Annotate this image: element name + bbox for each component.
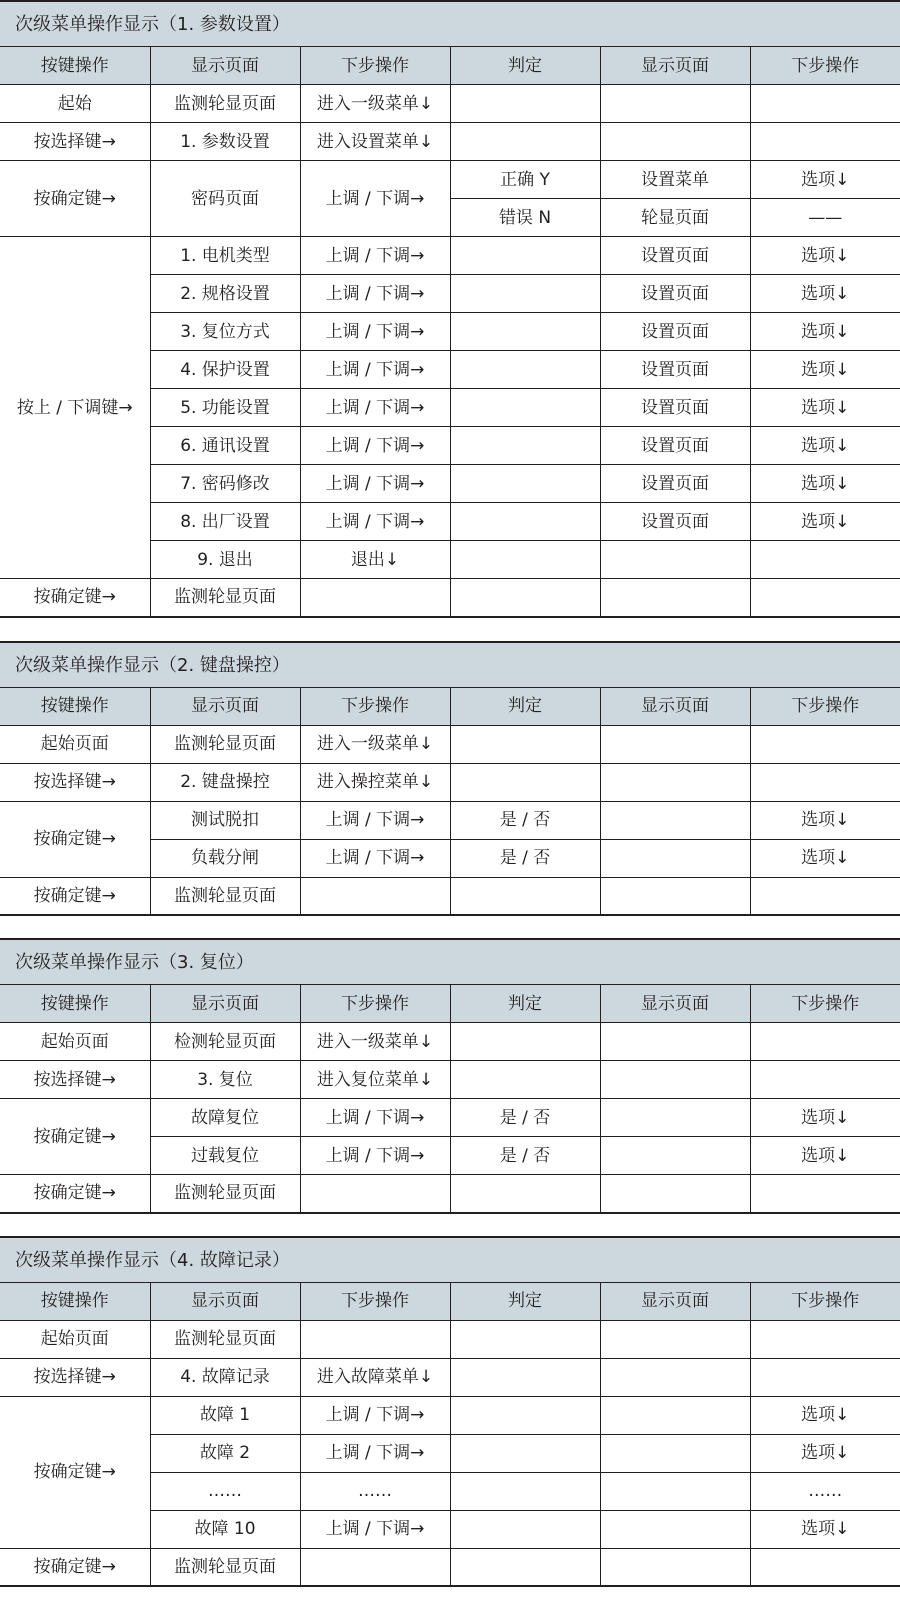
cell-next-step-2 <box>750 1061 900 1099</box>
cell-judgement <box>450 123 600 161</box>
header-cell: 下步操作 <box>300 985 450 1023</box>
cell-judgement <box>450 275 600 313</box>
cell-display-page-2: 设置页面 <box>600 313 750 351</box>
cell-next-step-2: 选项↓ <box>750 389 900 427</box>
cell-key-action: 按确定键→ <box>0 579 150 617</box>
cell-display-page-2: 设置页面 <box>600 427 750 465</box>
cell-next-step: …… <box>300 1472 450 1510</box>
cell-display-page: 4. 故障记录 <box>150 1358 300 1396</box>
cell-next-step-2: 选项↓ <box>750 161 900 199</box>
cell-display-page-2 <box>600 1434 750 1472</box>
cell-display-page-2 <box>600 1320 750 1358</box>
cell-judgement <box>450 465 600 503</box>
cell-next-step-2: 选项↓ <box>750 839 900 877</box>
cell-display-page: 测试脱扣 <box>150 801 300 839</box>
cell-judgement: 是 / 否 <box>450 801 600 839</box>
cell-display-page-2 <box>600 579 750 617</box>
cell-key-action: 起始页面 <box>0 1023 150 1061</box>
cell-next-step: 上调 / 下调→ <box>300 1137 450 1175</box>
cell-judgement <box>450 389 600 427</box>
operation-table <box>0 687 900 917</box>
cell-key-action: 按选择键→ <box>0 1061 150 1099</box>
operation-table <box>0 46 900 618</box>
header-cell: 判定 <box>450 985 600 1023</box>
cell-key-action: 起始页面 <box>0 1320 150 1358</box>
cell-judgement <box>450 877 600 915</box>
cell-next-step-2: 选项↓ <box>750 427 900 465</box>
cell-key-action: 按确定键→ <box>0 1175 150 1213</box>
cell-display-page: 8. 出厂设置 <box>150 503 300 541</box>
cell-display-page-2: 设置页面 <box>600 351 750 389</box>
cell-display-page-2: 设置页面 <box>600 275 750 313</box>
table-row <box>0 123 900 161</box>
cell-display-page: 3. 复位 <box>150 1061 300 1099</box>
table-row <box>0 1175 900 1213</box>
cell-display-page-2 <box>600 1023 750 1061</box>
cell-display-page-2 <box>600 839 750 877</box>
cell-next-step: 上调 / 下调→ <box>300 503 450 541</box>
table-row <box>0 85 900 123</box>
cell-judgement <box>450 1175 600 1213</box>
cell-display-page: 监测轮显页面 <box>150 1175 300 1213</box>
cell-display-page-2 <box>600 725 750 763</box>
cell-judgement: 正确 Y <box>450 161 600 199</box>
cell-next-step-2 <box>750 1358 900 1396</box>
cell-judgement: 错误 N <box>450 199 600 237</box>
cell-display-page-2: 设置页面 <box>600 389 750 427</box>
cell-next-step: 上调 / 下调→ <box>300 1510 450 1548</box>
cell-key-action: 起始页面 <box>0 725 150 763</box>
table-row <box>0 877 900 915</box>
cell-display-page-2 <box>600 541 750 579</box>
cell-next-step: 进入一级菜单↓ <box>300 725 450 763</box>
cell-next-step-2 <box>750 123 900 161</box>
cell-display-page-2 <box>600 85 750 123</box>
cell-judgement <box>450 1320 600 1358</box>
cell-key-action: 按确定键→ <box>0 1548 150 1586</box>
section-fault-record <box>0 1236 900 1588</box>
header-cell: 按键操作 <box>0 47 150 85</box>
cell-display-page-2: 设置页面 <box>600 503 750 541</box>
cell-judgement <box>450 763 600 801</box>
cell-display-page: 3. 复位方式 <box>150 313 300 351</box>
cell-next-step-2 <box>750 877 900 915</box>
cell-display-page-2 <box>600 801 750 839</box>
cell-judgement: 是 / 否 <box>450 839 600 877</box>
cell-display-page-2 <box>600 1358 750 1396</box>
cell-display-page: 负载分闸 <box>150 839 300 877</box>
cell-display-page: 故障 1 <box>150 1396 300 1434</box>
cell-next-step-2 <box>750 579 900 617</box>
cell-next-step <box>300 579 450 617</box>
cell-next-step <box>300 877 450 915</box>
section-title: 次级菜单操作显示（1. 参数设置） <box>0 0 900 46</box>
cell-next-step: 上调 / 下调→ <box>300 1396 450 1434</box>
operation-table <box>0 1282 900 1588</box>
cell-next-step: 进入一级菜单↓ <box>300 85 450 123</box>
cell-key-action: 按选择键→ <box>0 123 150 161</box>
cell-next-step: 上调 / 下调→ <box>300 389 450 427</box>
cell-display-page-2 <box>600 1548 750 1586</box>
cell-display-page-2 <box>600 1061 750 1099</box>
header-cell: 下步操作 <box>300 47 450 85</box>
cell-next-step: 进入故障菜单↓ <box>300 1358 450 1396</box>
table-row <box>0 1023 900 1061</box>
cell-next-step-2 <box>750 725 900 763</box>
operation-table <box>0 984 900 1214</box>
section-keyboard-control <box>0 641 900 917</box>
cell-display-page: 密码页面 <box>150 161 300 237</box>
cell-next-step <box>300 1320 450 1358</box>
cell-next-step-2 <box>750 1023 900 1061</box>
section-gap <box>0 916 900 938</box>
cell-next-step: 上调 / 下调→ <box>300 313 450 351</box>
cell-display-page: 4. 保护设置 <box>150 351 300 389</box>
cell-judgement <box>450 1510 600 1548</box>
cell-display-page: …… <box>150 1472 300 1510</box>
cell-judgement <box>450 1396 600 1434</box>
cell-display-page: 检测轮显页面 <box>150 1023 300 1061</box>
table-row <box>0 801 900 839</box>
cell-next-step-2: 选项↓ <box>750 351 900 389</box>
cell-next-step: 上调 / 下调→ <box>300 1099 450 1137</box>
table-row <box>0 763 900 801</box>
header-cell: 显示页面 <box>150 47 300 85</box>
section-title: 次级菜单操作显示（4. 故障记录） <box>0 1236 900 1282</box>
cell-display-page-2: 设置页面 <box>600 465 750 503</box>
cell-judgement <box>450 427 600 465</box>
cell-display-page-2 <box>600 1099 750 1137</box>
cell-next-step-2: —— <box>750 199 900 237</box>
table-row <box>0 1358 900 1396</box>
section-title: 次级菜单操作显示（3. 复位） <box>0 938 900 984</box>
header-cell: 显示页面 <box>150 985 300 1023</box>
cell-next-step-2: 选项↓ <box>750 1137 900 1175</box>
cell-next-step-2 <box>750 1320 900 1358</box>
cell-judgement: 是 / 否 <box>450 1099 600 1137</box>
cell-key-action: 按选择键→ <box>0 1358 150 1396</box>
header-cell: 按键操作 <box>0 985 150 1023</box>
cell-judgement <box>450 579 600 617</box>
cell-key-action: 按确定键→ <box>0 801 150 877</box>
cell-judgement <box>450 1472 600 1510</box>
header-cell: 显示页面 <box>150 687 300 725</box>
header-cell: 显示页面 <box>600 47 750 85</box>
header-cell: 按键操作 <box>0 1282 150 1320</box>
cell-next-step: 上调 / 下调→ <box>300 465 450 503</box>
header-cell: 判定 <box>450 1282 600 1320</box>
cell-next-step-2: 选项↓ <box>750 1396 900 1434</box>
cell-judgement <box>450 1358 600 1396</box>
table-row <box>0 161 900 199</box>
header-cell: 显示页面 <box>600 687 750 725</box>
header-cell: 下步操作 <box>750 687 900 725</box>
cell-display-page: 监测轮显页面 <box>150 877 300 915</box>
section-title: 次级菜单操作显示（2. 键盘操控） <box>0 641 900 687</box>
cell-next-step: 上调 / 下调→ <box>300 1434 450 1472</box>
table-row <box>0 237 900 275</box>
cell-display-page-2 <box>600 763 750 801</box>
cell-key-action: 按确定键→ <box>0 161 150 237</box>
cell-next-step-2: 选项↓ <box>750 275 900 313</box>
table-row <box>0 1099 900 1137</box>
table-row <box>0 1548 900 1586</box>
cell-next-step-2: 选项↓ <box>750 1099 900 1137</box>
cell-key-action: 按选择键→ <box>0 763 150 801</box>
section-gap <box>0 1214 900 1236</box>
cell-key-action: 按确定键→ <box>0 1099 150 1175</box>
cell-display-page: 监测轮显页面 <box>150 1548 300 1586</box>
cell-judgement <box>450 725 600 763</box>
header-cell: 下步操作 <box>750 985 900 1023</box>
cell-display-page: 监测轮显页面 <box>150 85 300 123</box>
cell-display-page-2 <box>600 1175 750 1213</box>
cell-display-page-2 <box>600 877 750 915</box>
cell-display-page: 7. 密码修改 <box>150 465 300 503</box>
cell-judgement <box>450 351 600 389</box>
cell-next-step: 上调 / 下调→ <box>300 427 450 465</box>
cell-next-step-2 <box>750 1175 900 1213</box>
header-cell: 下步操作 <box>300 687 450 725</box>
header-cell: 显示页面 <box>600 1282 750 1320</box>
cell-key-action: 按确定键→ <box>0 1396 150 1548</box>
cell-next-step: 上调 / 下调→ <box>300 351 450 389</box>
header-cell: 显示页面 <box>150 1282 300 1320</box>
cell-judgement <box>450 1434 600 1472</box>
cell-display-page: 故障 10 <box>150 1510 300 1548</box>
header-cell: 下步操作 <box>750 1282 900 1320</box>
cell-next-step-2: …… <box>750 1472 900 1510</box>
cell-next-step-2: 选项↓ <box>750 465 900 503</box>
cell-next-step-2 <box>750 763 900 801</box>
cell-display-page: 5. 功能设置 <box>150 389 300 427</box>
cell-judgement <box>450 1061 600 1099</box>
table-row <box>0 579 900 617</box>
cell-judgement <box>450 237 600 275</box>
cell-next-step-2 <box>750 541 900 579</box>
cell-judgement <box>450 541 600 579</box>
header-row <box>0 47 900 85</box>
cell-judgement: 是 / 否 <box>450 1137 600 1175</box>
cell-display-page: 9. 退出 <box>150 541 300 579</box>
section-parameter-settings <box>0 0 900 618</box>
cell-judgement <box>450 1548 600 1586</box>
cell-display-page: 6. 通讯设置 <box>150 427 300 465</box>
section-gap <box>0 618 900 641</box>
cell-display-page: 故障 2 <box>150 1434 300 1472</box>
cell-display-page-2: 设置菜单 <box>600 161 750 199</box>
cell-next-step-2: 选项↓ <box>750 237 900 275</box>
cell-next-step-2: 选项↓ <box>750 1434 900 1472</box>
cell-display-page: 故障复位 <box>150 1099 300 1137</box>
cell-next-step-2: 选项↓ <box>750 503 900 541</box>
cell-next-step <box>300 1175 450 1213</box>
section-reset <box>0 938 900 1214</box>
table-row <box>0 1396 900 1434</box>
cell-display-page-2 <box>600 123 750 161</box>
cell-display-page-2 <box>600 1137 750 1175</box>
header-cell: 判定 <box>450 47 600 85</box>
cell-next-step-2: 选项↓ <box>750 313 900 351</box>
cell-judgement <box>450 1023 600 1061</box>
header-row <box>0 687 900 725</box>
cell-next-step-2: 选项↓ <box>750 1510 900 1548</box>
cell-next-step: 退出↓ <box>300 541 450 579</box>
cell-judgement <box>450 503 600 541</box>
cell-display-page: 监测轮显页面 <box>150 725 300 763</box>
cell-display-page: 监测轮显页面 <box>150 1320 300 1358</box>
cell-display-page: 监测轮显页面 <box>150 579 300 617</box>
cell-display-page-2 <box>600 1510 750 1548</box>
cell-next-step-2: 选项↓ <box>750 801 900 839</box>
cell-display-page-2 <box>600 1472 750 1510</box>
table-row <box>0 725 900 763</box>
cell-display-page: 1. 电机类型 <box>150 237 300 275</box>
table-row <box>0 1320 900 1358</box>
cell-next-step: 进入复位菜单↓ <box>300 1061 450 1099</box>
cell-next-step-2 <box>750 85 900 123</box>
cell-next-step-2 <box>750 1548 900 1586</box>
cell-display-page-2 <box>600 1396 750 1434</box>
header-cell: 按键操作 <box>0 687 150 725</box>
header-cell: 下步操作 <box>300 1282 450 1320</box>
cell-next-step: 上调 / 下调→ <box>300 275 450 313</box>
cell-next-step: 上调 / 下调→ <box>300 839 450 877</box>
cell-display-page: 2. 键盘操控 <box>150 763 300 801</box>
header-row <box>0 985 900 1023</box>
cell-next-step: 上调 / 下调→ <box>300 801 450 839</box>
cell-key-action: 按确定键→ <box>0 877 150 915</box>
cell-next-step: 进入设置菜单↓ <box>300 123 450 161</box>
cell-display-page-2: 设置页面 <box>600 237 750 275</box>
header-row <box>0 1282 900 1320</box>
header-cell: 显示页面 <box>600 985 750 1023</box>
header-cell: 判定 <box>450 687 600 725</box>
cell-next-step: 上调 / 下调→ <box>300 161 450 237</box>
cell-display-page: 2. 规格设置 <box>150 275 300 313</box>
cell-next-step: 进入一级菜单↓ <box>300 1023 450 1061</box>
table-row <box>0 1061 900 1099</box>
cell-key-action: 按上 / 下调键→ <box>0 237 150 579</box>
cell-next-step: 进入操控菜单↓ <box>300 763 450 801</box>
cell-next-step <box>300 1548 450 1586</box>
cell-display-page-2: 轮显页面 <box>600 199 750 237</box>
cell-display-page: 1. 参数设置 <box>150 123 300 161</box>
cell-key-action: 起始 <box>0 85 150 123</box>
header-cell: 下步操作 <box>750 47 900 85</box>
cell-judgement <box>450 313 600 351</box>
cell-judgement <box>450 85 600 123</box>
cell-next-step: 上调 / 下调→ <box>300 237 450 275</box>
cell-display-page: 过载复位 <box>150 1137 300 1175</box>
